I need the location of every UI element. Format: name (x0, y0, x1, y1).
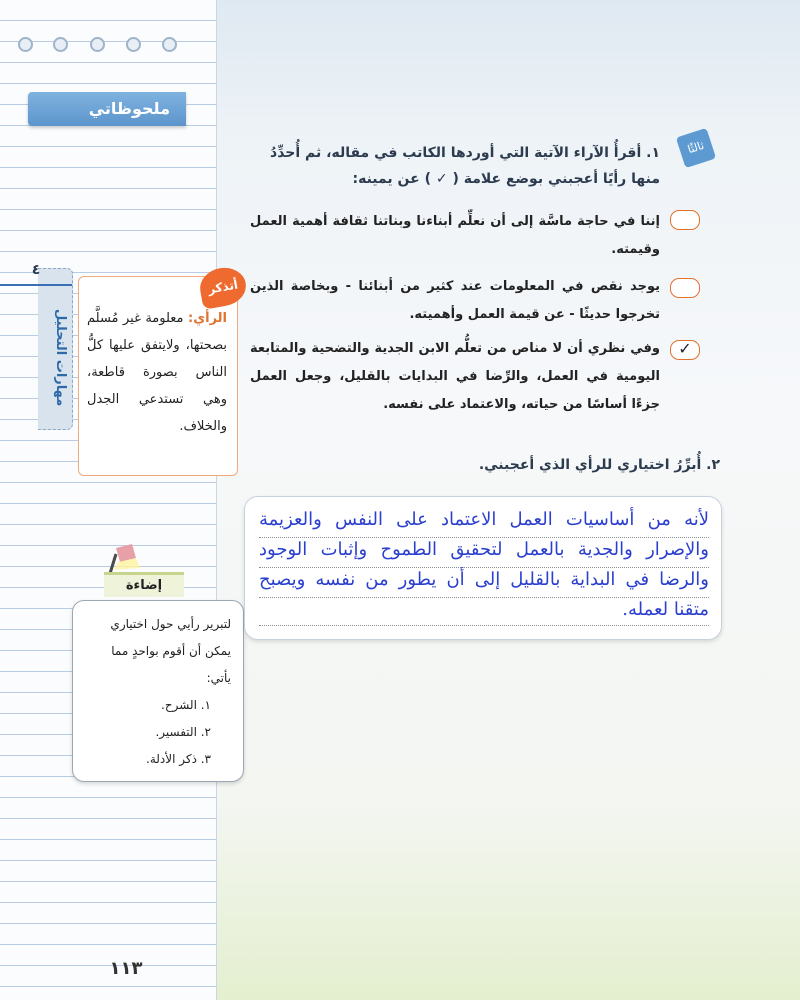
remember-term: الرأي: (188, 311, 227, 326)
option-text: وفي نظري أن لا مناص من تعلُّم الابن الجدية والتضحية والمتابعة اليومية في العمل، والرِّضا في البدايات بالقليل، وجعل العمل جزءًا أساسًا من حياته، والاعتماد على نفسه. (250, 341, 660, 412)
answer-box[interactable] (244, 496, 722, 640)
question-1: ١. أقرأُ الآراء الآتية التي أوردها الكاتب في مقاله، ثم أُحدِّدُ منها رأيًا أعجبني بوضع علامة ( ✓ ) عن يمينه: (270, 145, 660, 187)
binder-hole (126, 37, 141, 52)
option-checkbox[interactable] (670, 210, 700, 230)
binder-hole (53, 37, 68, 52)
option-checkbox[interactable] (670, 278, 700, 298)
binder-hole (18, 37, 33, 52)
option-text: إننا في حاجة ماسَّة إلى أن نعلِّم أبناءنا وبناتنا ثقافة أهمية العمل وقيمته. (250, 214, 660, 257)
remember-definition: معلومة غير مُسلَّم بصحتها، ولايتفق عليها كلُّ الناس بصورة قاطعة، وهي تستدعي الجدل والخلاف. (87, 311, 227, 434)
illumination-box (72, 600, 244, 782)
illumination-label: إضاءة (104, 572, 184, 597)
option-checkbox[interactable]: ✓ (670, 340, 700, 360)
answer-line (259, 625, 709, 626)
illumination-item: ١. الشرح. (161, 698, 211, 712)
illumination-item: ٢. التفسير. (155, 725, 211, 739)
option-text: يوجد نقص في المعلومات عند كثير من أبنائنا - وبخاصة الذين تخرجوا حديثًا - عن قيمة العمل وأهميته. (250, 279, 660, 322)
binder-hole (162, 37, 177, 52)
question-2: ٢. أُبرِّرُ اختياري للرأي الذي أعجبني. (478, 457, 720, 473)
section-title: مهارات التحليل (53, 309, 68, 407)
notebook-sidebar (0, 0, 239, 1000)
remember-badge: أتذكر (197, 264, 249, 309)
illumination-item: ٣. ذكر الأدلة. (146, 752, 211, 766)
page-number: ١١٣ (109, 958, 143, 979)
section-number: ٤ (0, 262, 72, 286)
binder-hole (90, 37, 105, 52)
section-badge: ثالثًا (676, 128, 716, 168)
main-content (250, 0, 770, 1000)
illumination-intro: لتبرير رأيي حول اختياري يمكن أن أقوم بواحدٍ مما يأتي: (110, 617, 231, 685)
answer-text: لأنه من أساسيات العمل الاعتماد على النفس والعزيمة والإصرار والجدية بالعمل لتحقيق الطموح وإثبات الوجود والرضا في البداية بالقليل إلى أن يطور من نفسه ويصبح متقنا لعمله. (259, 509, 709, 620)
notes-title: ملحوظاتي (28, 92, 186, 126)
